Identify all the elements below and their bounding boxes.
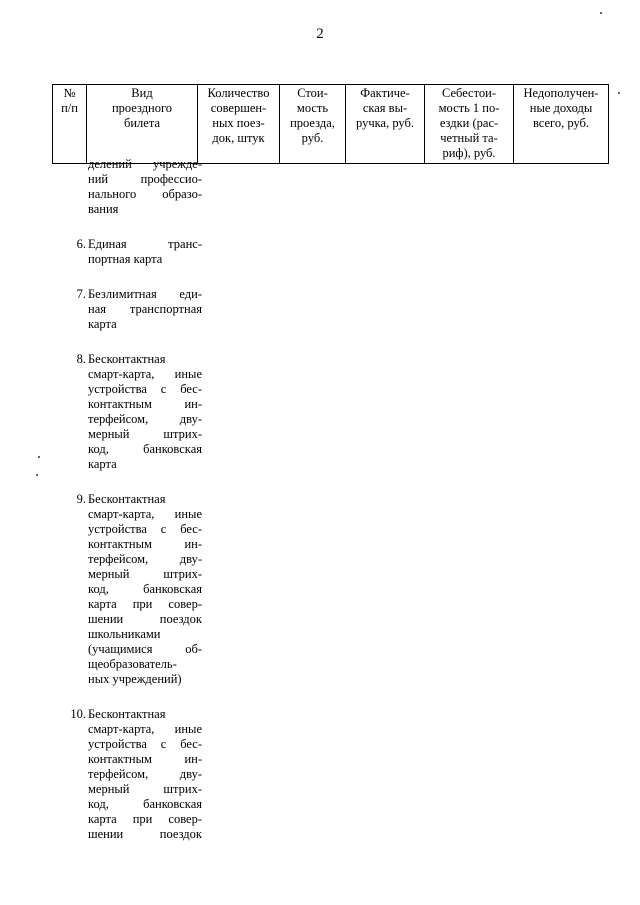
header-trips-count: Количество совершен- ных поез- док, штук <box>198 85 280 164</box>
text-line: контактным ин- <box>88 397 202 411</box>
text-line: устройства с бес- <box>88 522 202 536</box>
header-fare-cost: Стои- мость проезда, руб. <box>280 85 346 164</box>
text-line: карта <box>88 457 117 471</box>
header-actual-revenue: Фактиче- ская вы- ручка, руб. <box>346 85 425 164</box>
text-line: делений учрежде- <box>88 157 202 171</box>
row-number <box>52 157 88 217</box>
scan-speck <box>38 456 40 458</box>
text-line: ний профессио- <box>88 172 202 186</box>
text-line: контактным ин- <box>88 752 202 766</box>
text-line: щеобразователь- <box>88 657 177 671</box>
row-number: 6. <box>76 237 86 251</box>
ticket-type-text <box>88 707 202 842</box>
text-line: карта при совер- <box>88 812 202 826</box>
list-item <box>52 352 202 472</box>
text-line: смарт-карта, иные <box>88 722 202 736</box>
text-line: Единая транс- <box>88 237 202 251</box>
text-line: ная транспортная <box>88 302 202 316</box>
list-item <box>52 707 202 842</box>
list-item <box>52 492 202 687</box>
scan-speck <box>36 474 38 476</box>
text-line: Бесконтактная <box>88 352 166 366</box>
text-line: Бесконтактная <box>88 707 166 721</box>
row-number: 7. <box>76 287 86 301</box>
text-line: мерный штрих- <box>88 782 202 796</box>
ticket-type-text <box>88 492 202 687</box>
text-line: вания <box>88 202 119 216</box>
ticket-type-text <box>88 237 202 267</box>
row-number: 8. <box>76 352 86 366</box>
text-line: (учащимися об- <box>88 642 202 656</box>
ticket-type-text <box>88 157 202 217</box>
list-item <box>52 287 202 332</box>
text-line: смарт-карта, иные <box>88 367 202 381</box>
row-number: 10. <box>70 707 86 721</box>
text-line: смарт-карта, иные <box>88 507 202 521</box>
report-table-header <box>52 84 609 164</box>
header-number: № п/п <box>53 85 87 164</box>
header-lost-income: Недополучен- ные доходы всего, руб. <box>514 85 609 164</box>
text-line: устройства с бес- <box>88 382 202 396</box>
header-ticket-type: Вид проездного билета <box>87 85 198 164</box>
text-line: карта при совер- <box>88 597 202 611</box>
page-number: 2 <box>316 26 324 42</box>
text-line: терфейсом, дву- <box>88 412 202 426</box>
scan-speck <box>600 12 602 14</box>
text-line: терфейсом, дву- <box>88 767 202 781</box>
text-line: устройства с бес- <box>88 737 202 751</box>
text-line: портная карта <box>88 252 163 266</box>
text-line: код, банковская <box>88 442 202 456</box>
text-line: контактным ин- <box>88 537 202 551</box>
ticket-type-text <box>88 352 202 472</box>
text-line: шении поездок <box>88 612 202 626</box>
ticket-type-list <box>52 157 202 862</box>
list-item <box>52 237 202 267</box>
text-line: ных учреждений) <box>88 672 182 686</box>
text-line: мерный штрих- <box>88 427 202 441</box>
text-line: шении поездок <box>88 827 202 841</box>
text-line: терфейсом, дву- <box>88 552 202 566</box>
text-line: нального образо- <box>88 187 202 201</box>
text-line: Бесконтактная <box>88 492 166 506</box>
text-line: школьниками <box>88 627 161 641</box>
list-item <box>52 157 202 217</box>
header-unit-cost: Себестои- мость 1 по- ездки (рас- четный та- риф), руб. <box>425 85 514 164</box>
text-line: Безлимитная еди- <box>88 287 202 301</box>
text-line: карта <box>88 317 117 331</box>
text-line: мерный штрих- <box>88 567 202 581</box>
scan-speck <box>618 92 620 94</box>
row-number: 9. <box>76 492 86 506</box>
text-line: код, банковская <box>88 797 202 811</box>
text-line: код, банковская <box>88 582 202 596</box>
ticket-type-text <box>88 287 202 332</box>
